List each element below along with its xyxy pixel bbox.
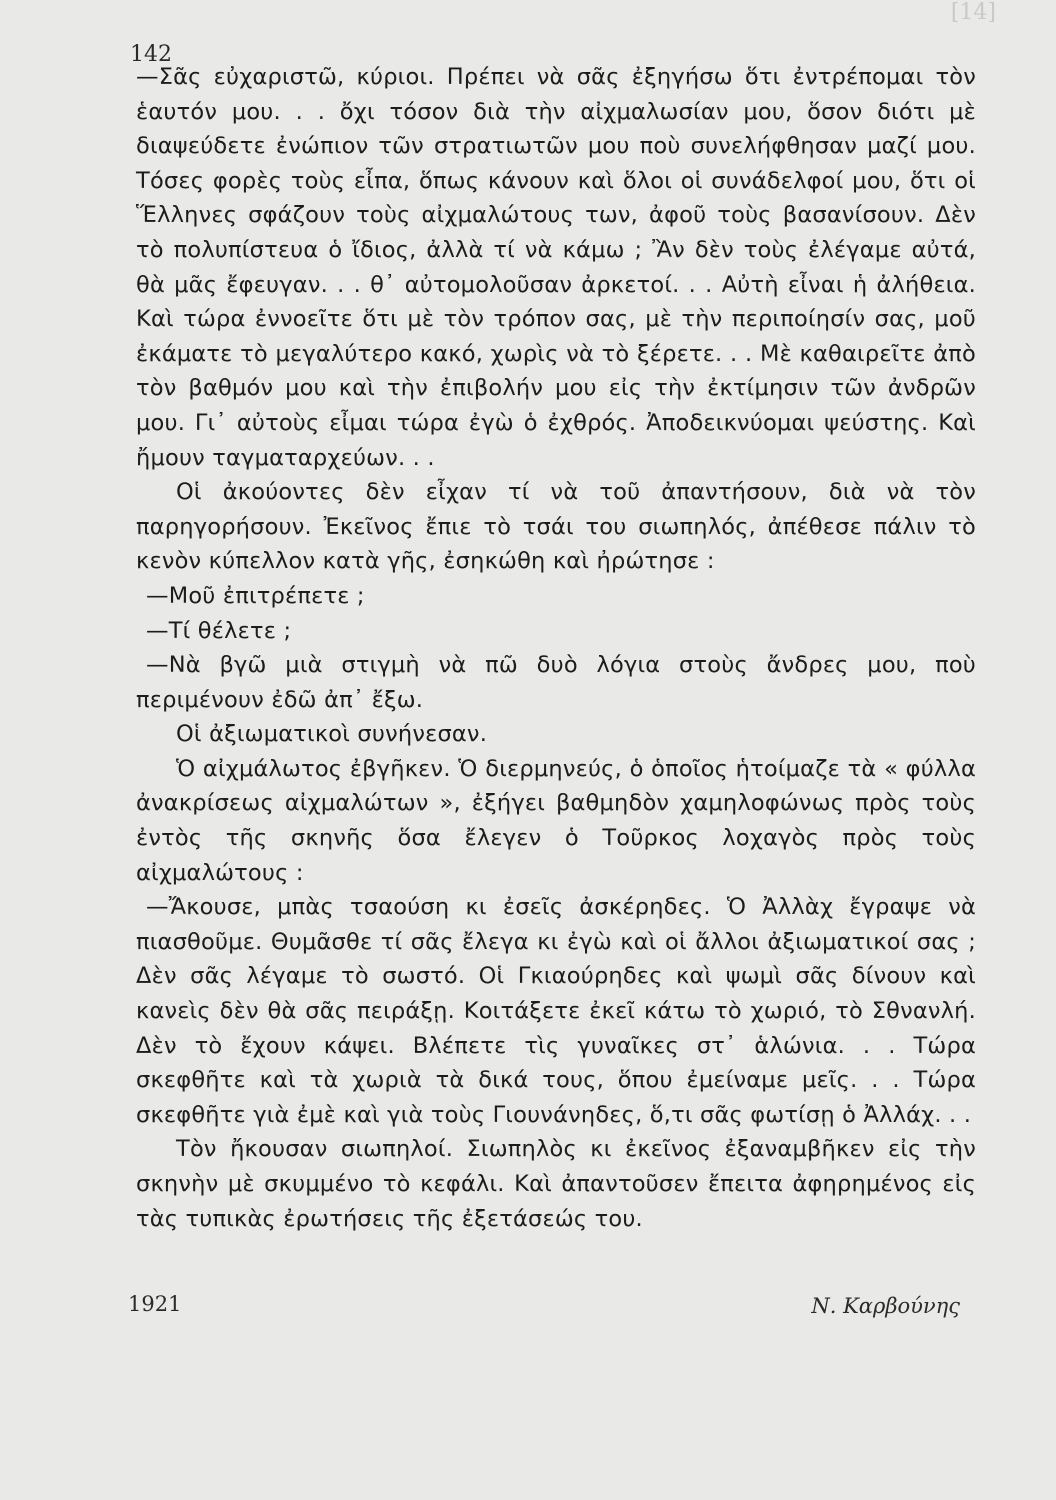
footer-author: Ν. Καρβούνης bbox=[811, 1294, 960, 1318]
page-number: 142 bbox=[130, 42, 172, 67]
footer bbox=[128, 1292, 960, 1332]
paragraph: Οἱ ἀξιωματικοὶ συνήνεσαν. bbox=[176, 721, 488, 748]
footer-year: 1921 bbox=[128, 1292, 182, 1316]
paragraph: —Ἄκουσε, μπὰς τσαούση κι ἐσεῖς ἀσκέρηδες. Ὁ Ἀλλὰχ ἔγραψε νὰ πιασθοῦμε. Θυμᾶσθε τί σᾶς ἔλεγα κι ἐγὼ καὶ οἱ ἄλλοι ἀξιωματικοί σας ; Δὲν σᾶς λέγαμε τὸ σωστό. Οἱ Γκιαούρηδες καὶ ψωμὶ σᾶς δίνουν καὶ κανεὶς δὲν θὰ σᾶς πειράξῃ. Κοιτάξετε ἐκεῖ κάτω τὸ χωριό, τὸ Σθνανλή. Δὲν τὸ ἔχουν κάψει. Βλέπετε τὶς γυναῖκες στ᾽ ἁλώνια. . . Τώρα σκεφθῆτε καὶ τὰ χωριὰ τὰ δικά τους, ὅπου ἐμείναμε μεῖς. . . Τώρα σκεφθῆτε γιὰ ἐμὲ καὶ γιὰ τοὺς Γιουνάνηδες, ὅ,τι σᾶς φωτίσῃ ὁ Ἀλλάχ. . . bbox=[136, 894, 976, 1128]
paragraph: Ὁ αἰχμάλωτος ἐβγῆκεν. Ὁ διερμηνεύς, ὁ ὁποῖος ἡτοίμαζε τὰ « φύλλα ἀνακρίσεως αἰχμαλώτων », ἐξήγει βαθμηδὸν χαμηλοφώνως πρὸς τοὺς ἐντὸς τῆς σκηνῆς ὅσα ἔλεγεν ὁ Τοῦρκος λοχαγὸς πρὸς τοὺς αἰχμαλώτους : bbox=[136, 755, 976, 886]
paragraph: —Σᾶς εὐχαριστῶ, κύριοι. Πρέπει νὰ σᾶς ἐξηγήσω ὅτι ἐντρέπομαι τὸν ἑαυτόν μου. . . ὄχι τόσον διὰ τὴν αἰχμαλωσίαν μου, ὅσον διότι μὲ διαψεύδετε ἐνώπιον τῶν στρατιωτῶν μου ποὺ συνελήφθησαν μαζί μου. Τόσες φορὲς τοὺς εἶπα, ὅπως κάνουν καὶ ὅλοι οἱ συνάδελφοί μου, ὅτι οἱ Ἕλληνες σφάζουν τοὺς αἰχμαλώτους των, ἀφοῦ τοὺς βασανίσουν. Δὲν τὸ πολυπίστευα ὁ ἴδιος, ἀλλὰ τί νὰ κάμω ; Ἂν δὲν τοὺς ἐλέγαμε αὐτά, θὰ μᾶς ἔφευγαν. . . θ᾽ αὐτομολοῦσαν ἀρκετοί. . . Αὐτὴ εἶναι ἡ ἀλήθεια. Καὶ τώρα ἐννοεῖτε ὅτι μὲ τὸν τρόπον σας, μὲ τὴν περιποίησίν σας, μοῦ ἐκάματε τὸ μεγαλύτερο κακό, χωρὶς νὰ τὸ ξέρετε. . . Μὲ καθαιρεῖτε ἀπὸ τὸν βαθμόν μου καὶ τὴν ἐπιβολήν μου εἰς τὴν ἐκτίμησιν τῶν ἀνδρῶν μου. Γι᾽ αὐτοὺς εἶμαι τώρα ἐγὼ ὁ ἐχθρός. Ἀποδεικνύομαι ψεύστης. Καὶ ἤμουν ταγματαρχεύων. . . bbox=[136, 64, 976, 471]
paragraph: —Μοῦ ἐπιτρέπετε ; bbox=[146, 582, 365, 609]
body-text bbox=[136, 60, 976, 1236]
show-through-text: [14] bbox=[950, 0, 996, 25]
paragraph: Τὸν ἤκουσαν σιωπηλοί. Σιωπηλὸς κι ἐκεῖνος ἐξαναμβῆκεν εἰς τὴν σκηνὴν μὲ σκυμμένο τὸ κεφάλι. Καὶ ἀπαντοῦσεν ἔπειτα ἀφηρημένος εἰς τὰς τυπικὰς ἐρωτήσεις τῆς ἐξετάσεώς του. bbox=[136, 1136, 976, 1232]
paragraph: Οἱ ἀκούοντες δὲν εἶχαν τί νὰ τοῦ ἀπαντήσουν, διὰ νὰ τὸν παρηγορήσουν. Ἐκεῖνος ἔπιε τὸ τσάι του σιωπηλός, ἀπέθεσε πάλιν τὸ κενὸν κύπελλον κατὰ γῆς, ἐσηκώθη καὶ ἠρώτησε : bbox=[136, 479, 976, 575]
paragraph: —Τί θέλετε ; bbox=[146, 617, 292, 644]
paragraph: —Νὰ βγῶ μιὰ στιγμὴ νὰ πῶ δυὸ λόγια στοὺς ἄνδρες μου, ποὺ περιμένουν ἐδῶ ἀπ᾽ ἔξω. bbox=[136, 652, 976, 713]
